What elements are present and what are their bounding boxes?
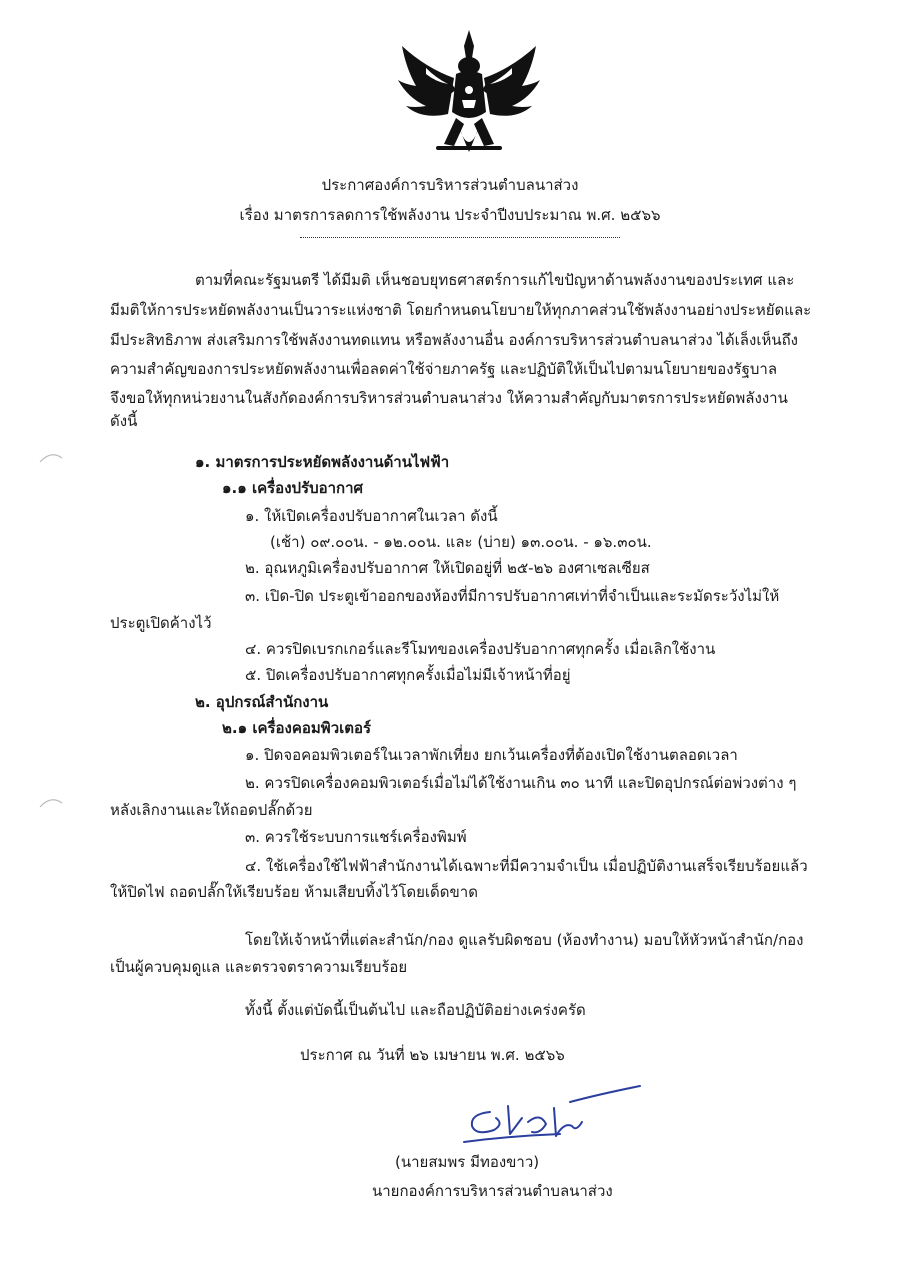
announcement-date: ประกาศ ณ วันที่ ๒๖ เมษายน พ.ศ. ๒๕๖๖ — [300, 1046, 565, 1064]
punch-hole-mark — [38, 450, 64, 464]
section-2-item: ๒. ควรปิดเครื่องคอมพิวเตอร์เมื่อไม่ได้ใช้งานเกิน ๓๐ นาที และปิดอุปกรณ์ต่อพ่วงต่าง ๆ — [245, 774, 797, 792]
section-1-subtitle: ๑.๑ เครื่องปรับอากาศ — [222, 479, 364, 497]
signer-position: นายกองค์การบริหารส่วนตำบลนาส่วง — [372, 1182, 613, 1200]
closing-line: ทั้งนี้ ตั้งแต่บัดนี้เป็นต้นไป และถือปฏิบัติอย่างเคร่งครัด — [245, 1001, 586, 1019]
section-1-title: ๑. มาตรการประหยัดพลังงานด้านไฟฟ้า — [195, 453, 450, 471]
garuda-emblem-icon — [396, 28, 542, 166]
intro-line: มีประสิทธิภาพ ส่งเสริมการใช้พลังงานทดแทน หรือพลังงานอื่น องค์การบริหารส่วนตำบลนาส่วง ได้เล็งเห็นถึง — [110, 331, 798, 349]
intro-line: มีมติให้การประหยัดพลังงานเป็นวาระแห่งชาติ โดยกำหนดนโยบายให้ทุกภาคส่วนใช้พลังงานอย่างประหยัดและ — [110, 301, 812, 319]
header-divider — [300, 237, 620, 238]
signer-name: (นายสมพร มีทองขาว) — [395, 1153, 540, 1171]
section-2-item: ให้ปิดไฟ ถอดปลั๊กให้เรียบร้อย ห้ามเสียบทิ้งไว้โดยเด็ดขาด — [110, 883, 478, 901]
section-1-item: ๕. ปิดเครื่องปรับอากาศทุกครั้งเมื่อไม่มีเจ้าหน้าที่อยู่ — [245, 666, 571, 684]
subject-title: เรื่อง มาตรการลดการใช้พลังงาน ประจำปีงบประมาณ พ.ศ. ๒๕๖๖ — [239, 206, 661, 224]
section-2-subtitle: ๒.๑ เครื่องคอมพิวเตอร์ — [222, 719, 372, 737]
section-2-item: ๔. ใช้เครื่องใช้ไฟฟ้าสำนักงานได้เฉพาะที่มีความจำเป็น เมื่อปฏิบัติงานเสร็จเรียบร้อยแล้ว — [245, 857, 808, 875]
section-1-item: ประตูเปิดค้างไว้ — [110, 614, 212, 632]
section-1-item: ๔. ควรปิดเบรกเกอร์และรีโมทของเครื่องปรับอากาศทุกครั้ง เมื่อเลิกใช้งาน — [245, 640, 716, 658]
section-2-item: ๑. ปิดจอคอมพิวเตอร์ในเวลาพักเที่ยง ยกเว้นเครื่องที่ต้องเปิดใช้งานตลอดเวลา — [245, 746, 738, 764]
section-1-item: ๓. เปิด-ปิด ประตูเข้าออกของห้องที่มีการปรับอากาศเท่าที่จำเป็นและระมัดระวังไม่ให้ — [245, 587, 780, 605]
closing-line: เป็นผู้ควบคุมดูแล และตรวจตราความเรียบร้อย — [110, 958, 408, 976]
intro-line: ความสำคัญของการประหยัดพลังงานเพื่อลดค่าใช้จ่ายภาครัฐ และปฏิบัติให้เป็นไปตามนโยบายของรัฐบาล — [110, 360, 778, 378]
handwritten-signature — [450, 1082, 650, 1162]
intro-line: ตามที่คณะรัฐมนตรี ได้มีมติ เห็นชอบยุทธศาสตร์การแก้ไขปัญหาด้านพลังงานของประเทศ และ — [195, 271, 795, 289]
closing-line: โดยให้เจ้าหน้าที่แต่ละสำนัก/กอง ดูแลรับผิดชอบ (ห้องทำงาน) มอบให้หัวหน้าสำนัก/กอง — [245, 931, 804, 949]
section-1-item: (เช้า) ๐๙.๐๐น. - ๑๒.๐๐น. และ (บ่าย) ๑๓.๐๐น. - ๑๖.๓๐น. — [270, 533, 652, 551]
section-1-item: ๑. ให้เปิดเครื่องปรับอากาศในเวลา ดังนี้ — [245, 507, 498, 525]
intro-line: ดังนี้ — [110, 412, 138, 430]
punch-hole-mark — [38, 795, 64, 809]
section-2-title: ๒. อุปกรณ์สำนักงาน — [195, 693, 329, 711]
section-2-item: ๓. ควรใช้ระบบการแชร์เครื่องพิมพ์ — [245, 828, 467, 846]
section-2-item: หลังเลิกงานและให้ถอดปลั๊กด้วย — [110, 801, 313, 819]
intro-line: จึงขอให้ทุกหน่วยงานในสังกัดองค์การบริหารส่วนตำบลนาส่วง ให้ความสำคัญกับมาตรการประหยัดพลังงาน — [110, 389, 788, 407]
issuer-title: ประกาศองค์การบริหารส่วนตำบลนาส่วง — [321, 176, 579, 194]
section-1-item: ๒. อุณหภูมิเครื่องปรับอากาศ ให้เปิดอยู่ที่ ๒๕-๒๖ องศาเซลเซียส — [245, 559, 650, 577]
